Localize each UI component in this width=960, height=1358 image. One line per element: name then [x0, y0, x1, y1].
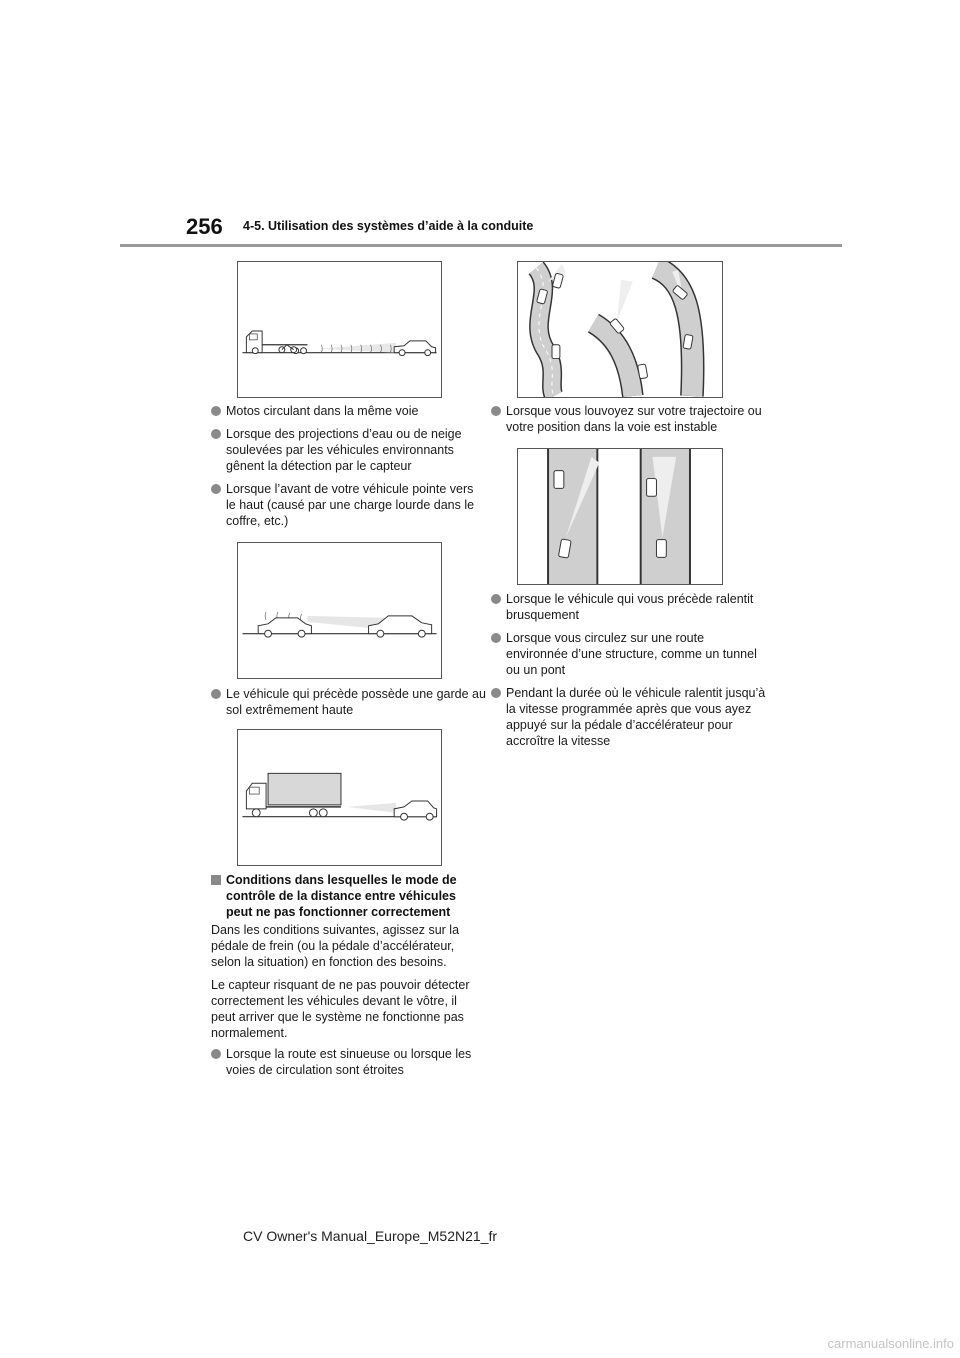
bullet-icon: [491, 594, 501, 604]
bullet-icon: [491, 406, 501, 416]
illustration-motorcycle-radar: [237, 261, 442, 398]
bullet-icon: [211, 1049, 221, 1059]
watermark: carmanualsonline.info: [827, 1336, 954, 1351]
section-title: 4-5. Utilisation des systèmes d’aide à la conduite: [243, 219, 534, 233]
list-item: Motos circulant dans la même voie: [211, 403, 486, 419]
bullet-icon: [211, 484, 221, 494]
paragraph: Dans les conditions suivantes, agissez sur la pédale de frein (ou la pédale d’accélérateur, selon la situation) en fonction des besoins.: [211, 923, 460, 969]
list-item: Lorsque le véhicule qui vous précède ralentit brusquement: [491, 591, 768, 623]
illustration-curved-roads: [517, 261, 723, 398]
list-item: Lorsque l’avant de votre véhicule pointe vers le haut (causé par une charge lourde dans le coffre, etc.): [211, 481, 486, 529]
bullet-icon: [491, 633, 501, 643]
illustration-high-clearance-truck: [237, 729, 442, 866]
bullet-icon: [491, 688, 501, 698]
list-item: Lorsque vous louvoyez sur votre trajectoire ou votre position dans la voie est instable: [491, 403, 768, 435]
paragraph: Le capteur risquant de ne pas pouvoir détecter correctement les véhicules devant le vôtre, il peut arriver que le système ne fonctionne pas normalement.: [211, 978, 470, 1040]
list-item: Lorsque vous circulez sur une route environnée d’une structure, comme un tunnel ou un pont: [491, 630, 768, 678]
list-item: Lorsque des projections d’eau ou de neige soulevées par les véhicules environnants gênent la détection par le capteur: [211, 426, 486, 474]
list-item: Pendant la durée où le véhicule ralentit jusqu’à la vitesse programmée après que vous ayez appuyé sur la pédale d’accélérateur pour accroître la vitesse: [491, 685, 768, 749]
list-item: Lorsque la route est sinueuse ou lorsque les voies de circulation sont étroites: [211, 1046, 486, 1078]
section-heading: Conditions dans lesquelles le mode de contrôle de la distance entre véhicules peut ne pas fonctionner correctement: [211, 872, 484, 920]
footer-manual-name: CV Owner's Manual_Europe_M52N21_fr: [243, 1228, 498, 1244]
illustration-high-nose-radar: [237, 542, 442, 679]
square-bullet-icon: [211, 875, 221, 885]
bullet-icon: [211, 689, 221, 699]
bullet-icon: [211, 429, 221, 439]
illustration-lane-weaving: [517, 448, 723, 585]
list-item: Le véhicule qui précède possède une garde au sol extrêmement haute: [211, 686, 486, 718]
header-divider: [120, 244, 842, 247]
page-number: 256: [186, 214, 223, 239]
bullet-icon: [211, 406, 221, 416]
